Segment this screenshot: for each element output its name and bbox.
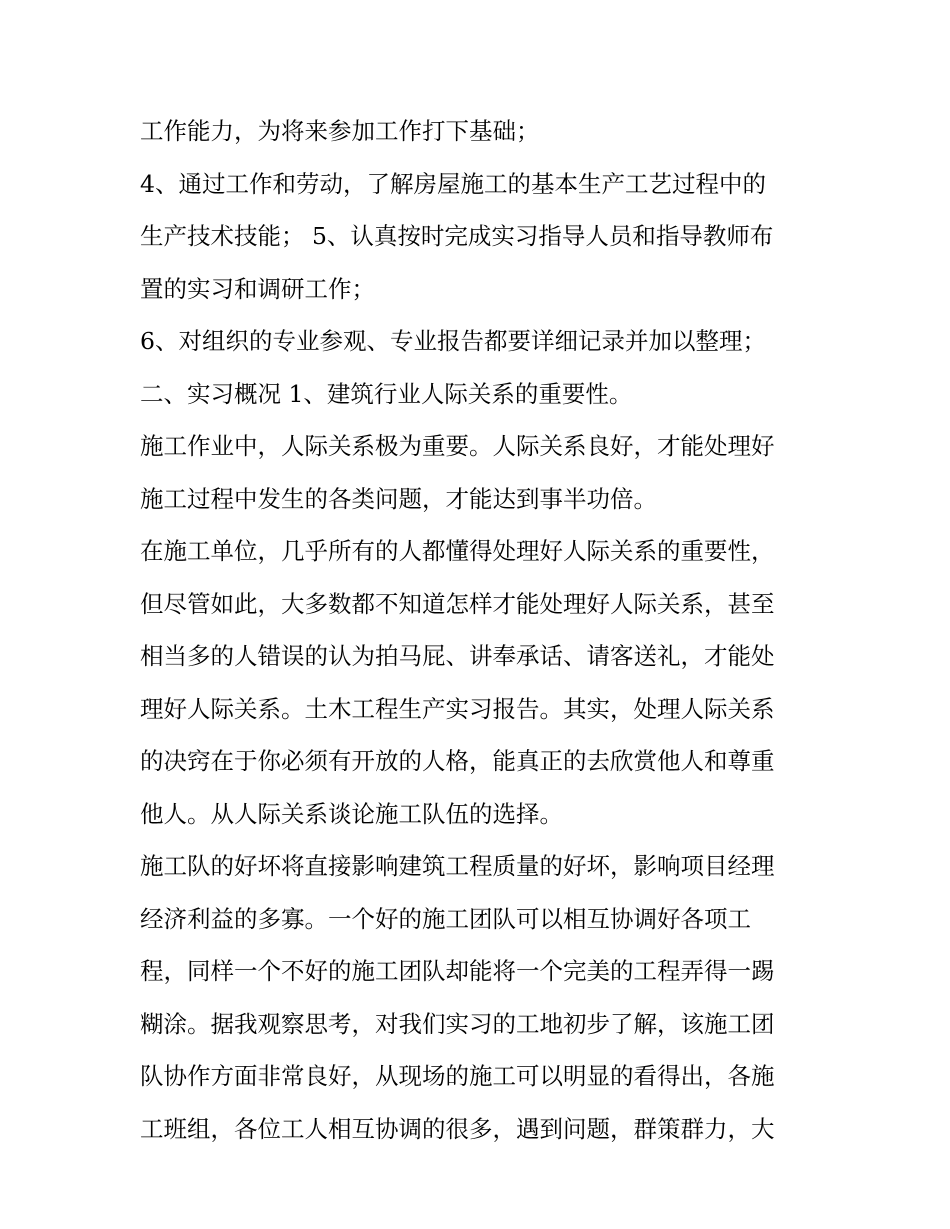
text-line: 施工过程中发生的各类问题，才能达到事半功倍。 [140, 484, 657, 513]
text-line: 的决窍在于你必须有开放的人格，能真正的去欣赏他人和尊重 [140, 747, 775, 775]
document-body [140, 105, 820, 1155]
text-line: 但尽管如此，大多数都不知道怎样才能处理好人际关系，甚至 [140, 589, 775, 618]
text-line: 工班组，各位工人相互协调的很多，遇到问题，群策群力，大 [140, 1114, 775, 1143]
text-line: 施工队的好坏将直接影响建筑工程质量的好坏，影响项目经理 [140, 852, 775, 880]
text-line: 糊涂。据我观察思考，对我们实习的工地初步了解，该施工团 [140, 1009, 775, 1038]
text-line: 在施工单位，几乎所有的人都懂得处理好人际关系的重要性， [140, 537, 775, 565]
text-line: 二、实习概况 1、建筑行业人际关系的重要性。 [140, 379, 633, 408]
text-line: 理好人际关系。土木工程生产实习报告。其实，处理人际关系 [140, 694, 775, 723]
text-line: 经济利益的多寡。一个好的施工团队可以相互协调好各项工 [140, 904, 751, 933]
text-line: 队协作方面非常良好，从现场的施工可以明显的看得出，各施 [140, 1062, 775, 1090]
text-line: 施工作业中，人际关系极为重要。人际关系良好，才能处理好 [140, 432, 775, 460]
text-line: 工作能力，为将来参加工作打下基础； [140, 117, 540, 145]
text-line: 他人。从人际关系谈论施工队伍的选择。 [140, 799, 563, 828]
text-line: 生产技术技能； 5、认真按时完成实习指导人员和指导教师布 [140, 222, 774, 250]
text-line: 程，同样一个不好的施工团队却能将一个完美的工程弄得一踢 [140, 957, 775, 985]
text-line: 相当多的人错误的认为拍马屁、讲奉承话、请客送礼，才能处 [140, 642, 775, 670]
text-line: 4、通过工作和劳动，了解房屋施工的基本生产工艺过程中的 [140, 169, 766, 198]
text-line: 6、对组织的专业参观、专业报告都要详细记录并加以整理； [140, 327, 766, 355]
text-line: 置的实习和调研工作； [140, 274, 375, 303]
